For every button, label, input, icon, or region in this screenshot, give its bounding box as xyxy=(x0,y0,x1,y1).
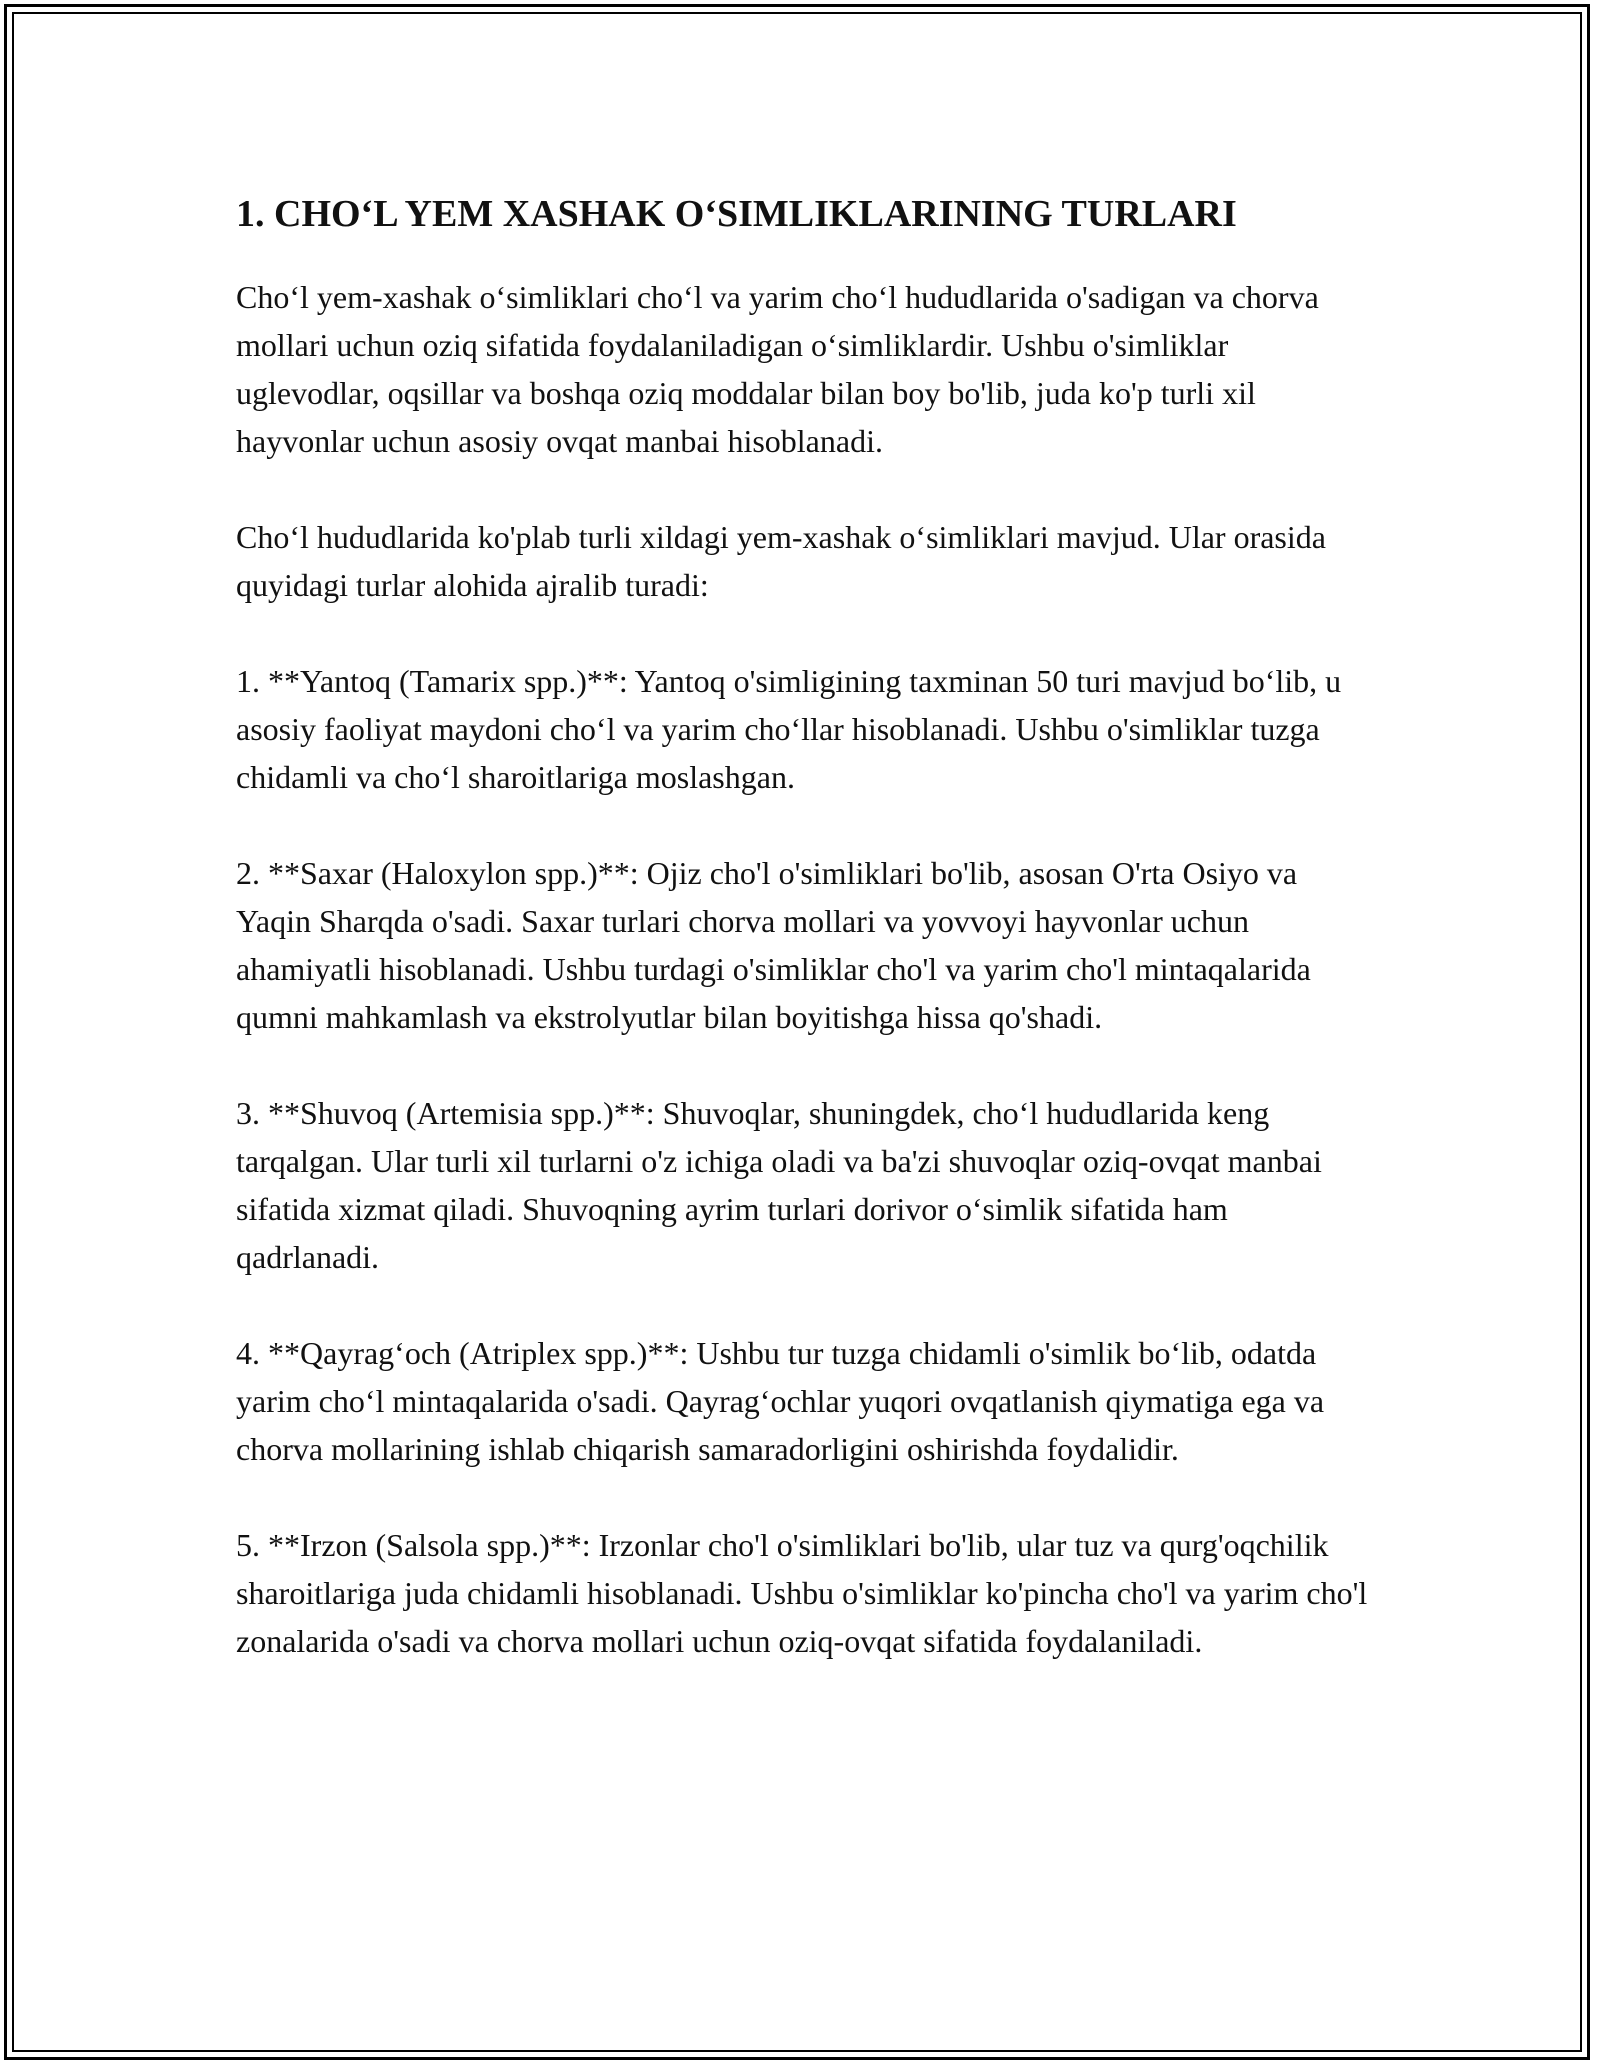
section-title: 1. CHO‘L YEM XASHAK O‘SIMLIKLARINING TURLARI xyxy=(236,193,1237,235)
list-item-shuvoq: 3. **Shuvoq (Artemisia spp.)**: Shuvoqlar, shuningdek, cho‘l hududlarida keng tarqalgan. Ular turli xil turlarni o'z ichiga oladi va ba'zi shuvoqlar oziq-ovqat manbai sifatida xizmat qiladi. Shuvoqning ayrim turlari dorivor o‘simlik sifatida ham qadrlanadi. xyxy=(236,1095,1322,1275)
intro-paragraph: Cho‘l yem-xashak o‘simliklari cho‘l va yarim cho‘l hududlarida o'sadigan va chorva mollari uchun oziq sifatida foydalaniladigan o‘simliklardir. Ushbu o'simliklar uglevodlar, oqsillar va boshqa oziq moddalar bilan boy bo'lib, juda ko'p turli xil hayvonlar uchun asosiy ovqat manbai hisoblanadi. xyxy=(236,279,1319,459)
list-item-qayragoch: 4. **Qayrag‘och (Atriplex spp.)**: Ushbu tur tuzga chidamli o'simlik bo‘lib, odatda yarim cho‘l mintaqalarida o'sadi. Qayrag‘ochlar yuqori ovqatlanish qiymatiga ega va chorva mollarining ishlab chiqarish samaradorligini oshirishda foydalidir. xyxy=(236,1335,1325,1467)
list-item-yantoq: 1. **Yantoq (Tamarix spp.)**: Yantoq o'simligining taxminan 50 turi mavjud bo‘lib, u asosiy faoliyat maydoni cho‘l va yarim cho‘llar hisoblanadi. Ushbu o'simliklar tuzga chidamli va cho‘l sharoitlariga moslashgan. xyxy=(236,663,1342,795)
overview-paragraph: Cho‘l hududlarida ko'plab turli xildagi yem-xashak o‘simliklari mavjud. Ular orasida quyidagi turlar alohida ajralib turadi: xyxy=(236,519,1326,603)
document-body xyxy=(236,185,1376,1713)
list-item-saxar: 2. **Saxar (Haloxylon spp.)**: Ojiz cho'l o'simliklari bo'lib, asosan O'rta Osiyo va Yaqin Sharqda o'sadi. Saxar turlari chorva mollari va yovvoyi hayvonlar uchun ahamiyatli hisoblanadi. Ushbu turdagi o'simliklar cho'l va yarim cho'l mintaqalarida qumni mahkamlash va ekstrolyutlar bilan boyitishga hissa qo'shadi. xyxy=(236,855,1311,1035)
list-item-irzon: 5. **Irzon (Salsola spp.)**: Irzonlar cho'l o'simliklari bo'lib, ular tuz va qurg'oqchilik sharoitlariga juda chidamli hisoblanadi. Ushbu o'simliklar ko'pincha cho'l va yarim cho'l zonalarida o'sadi va chorva mollari uchun oziq-ovqat sifatida foydalaniladi. xyxy=(236,1527,1368,1659)
